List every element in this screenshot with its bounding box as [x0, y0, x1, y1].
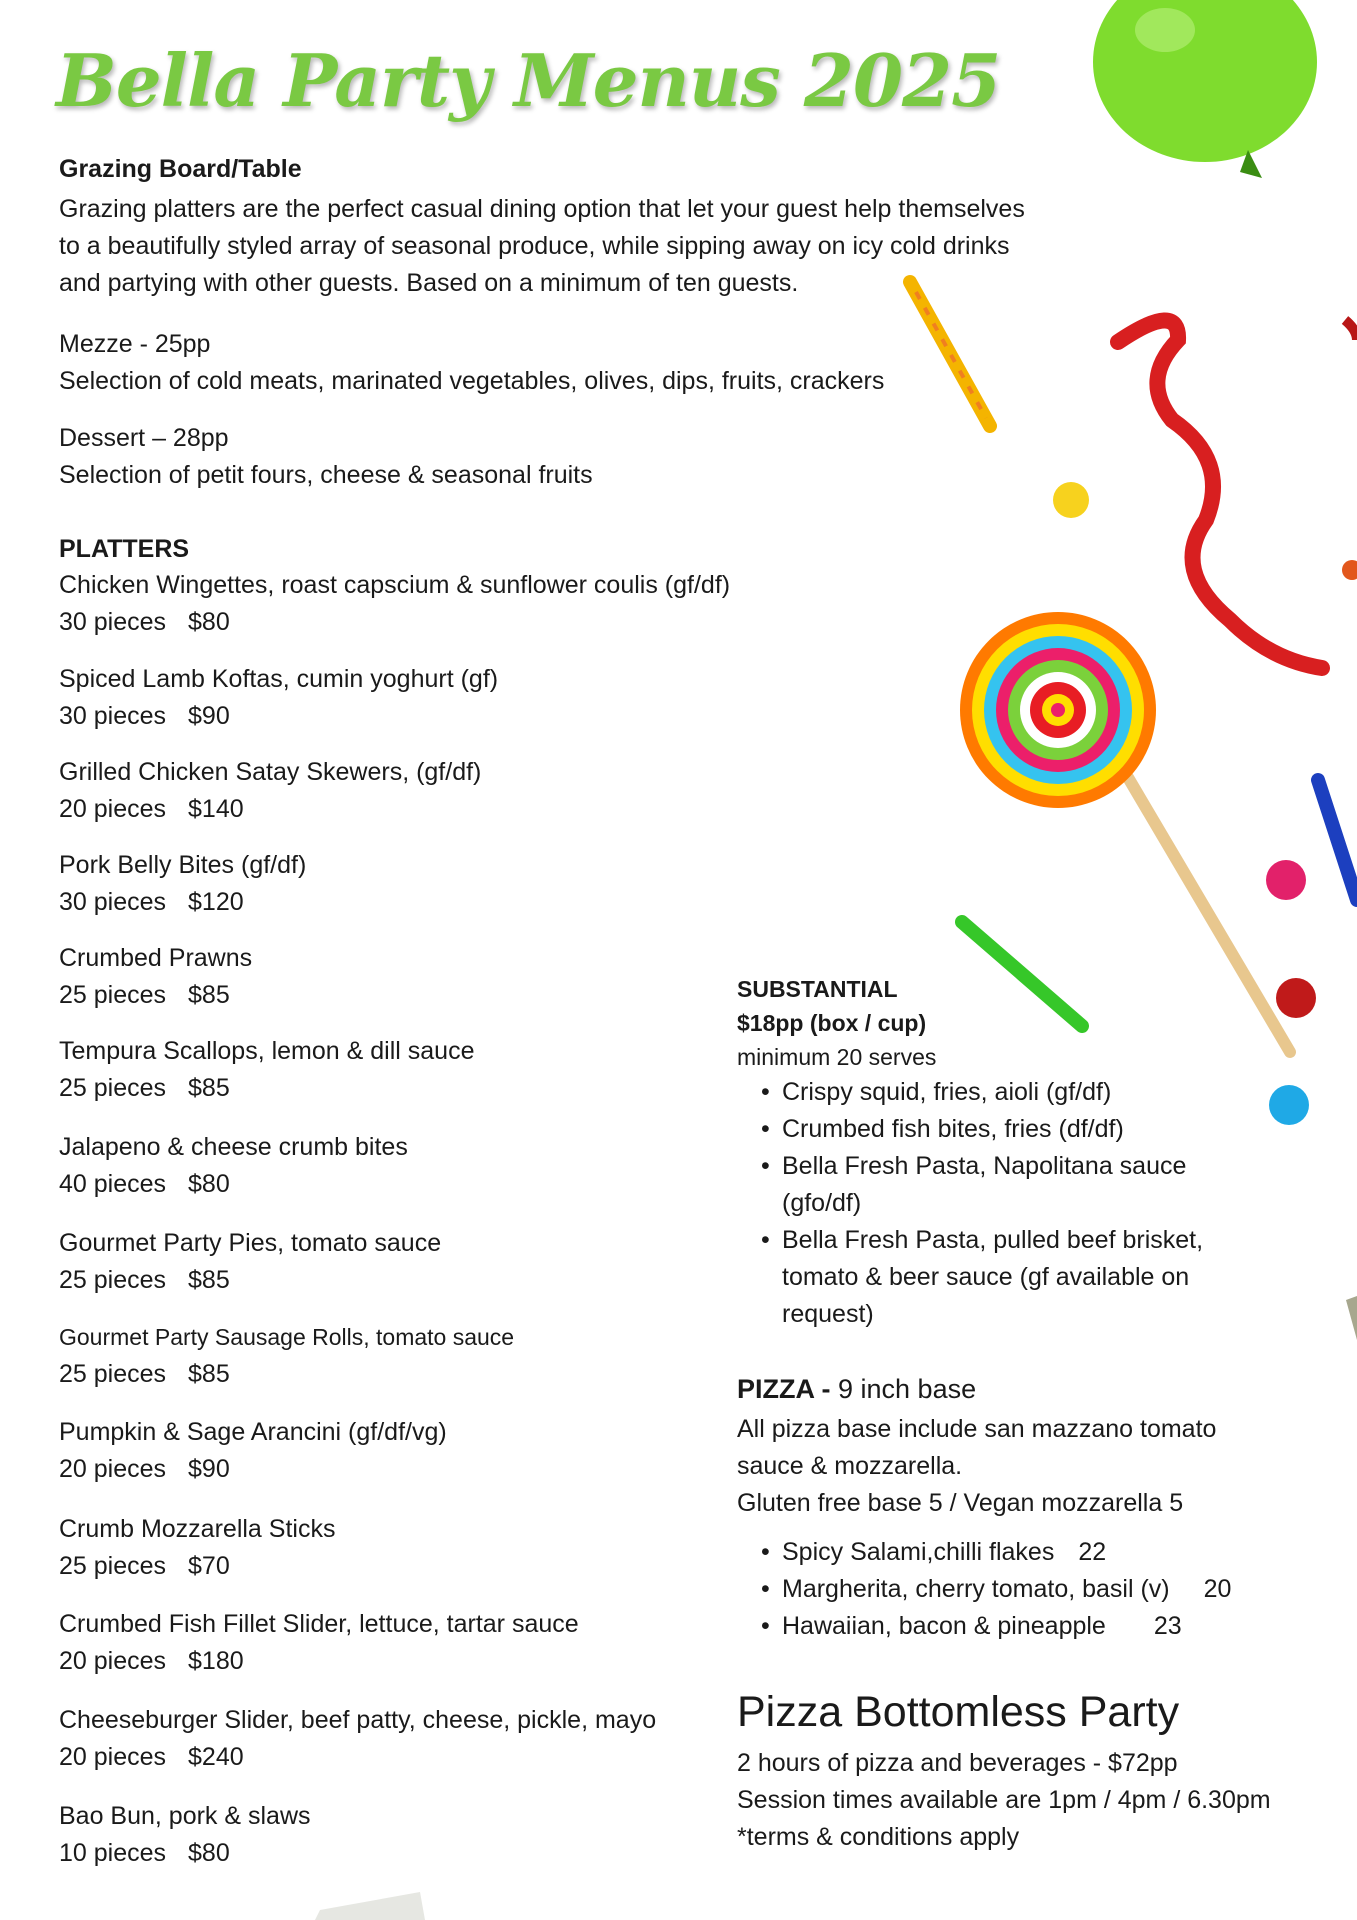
list-item: • Bella Fresh Pasta, pulled beef brisket, tomato & beer sauce (gf available on request) [737, 1222, 1252, 1333]
list-item: • Crumbed fish bites, fries (df/df) [737, 1111, 1282, 1148]
page-title: Bella Party Menus 2025 [56, 38, 1001, 123]
pizza-desc-line: sauce & mozzarella. [737, 1452, 963, 1480]
platter-price: $240 [188, 1743, 244, 1771]
platter-name: Crumb Mozzarella Sticks [59, 1515, 336, 1543]
platter-price: $90 [188, 1455, 230, 1483]
pizza-title [737, 1374, 976, 1405]
platter-qty: 25 pieces [59, 1266, 167, 1294]
platter-name: Jalapeno & cheese crumb bites [59, 1133, 408, 1161]
list-item [737, 1608, 1282, 1645]
pizza-name: Hawaiian, bacon & pineapple [782, 1612, 1106, 1640]
platter-item [59, 1319, 759, 1393]
grazing-option [59, 420, 1089, 494]
platter-price: $70 [188, 1552, 230, 1580]
list-item: • Bella Fresh Pasta, Napolitana sauce (gfo/df) [737, 1148, 1242, 1222]
ribbon-icon [1118, 320, 1322, 668]
pizza-subheading: 9 inch base [830, 1374, 977, 1404]
candle-green-icon [962, 922, 1082, 1026]
pizza-desc-line: All pizza base include san mazzano tomato [737, 1415, 1217, 1443]
lollipop-icon [960, 612, 1290, 1052]
platter-name: Pumpkin & Sage Arancini (gf/df/vg) [59, 1418, 447, 1446]
platter-name: Cheeseburger Slider, beef patty, cheese, pickle, mayo [59, 1706, 657, 1734]
platter-item [59, 1033, 759, 1107]
platter-item [59, 661, 759, 735]
platter-qty: 30 pieces [59, 608, 167, 636]
pizza-name: Margherita, cherry tomato, basil (v) [782, 1575, 1170, 1603]
platter-item [59, 1225, 759, 1299]
pizza-name: Spicy Salami,chilli flakes [782, 1538, 1055, 1566]
platter-item [59, 847, 759, 921]
substantial-heading: SUBSTANTIAL [737, 976, 898, 1002]
pizza-description [737, 1411, 1297, 1522]
platter-name: Crumbed Prawns [59, 944, 253, 972]
platter-qty: 25 pieces [59, 981, 167, 1009]
platter-name: Gourmet Party Pies, tomato sauce [59, 1229, 442, 1257]
candle-blue-icon [1318, 780, 1357, 900]
platter-item [59, 1511, 759, 1585]
platter-price: $85 [188, 981, 230, 1009]
grazing-intro-line: and partying with other guests. Based on a minimum of ten guests. [59, 269, 799, 297]
platters-heading: PLATTERS [59, 535, 190, 563]
pizza-price: 23 [1153, 1612, 1182, 1640]
platter-price: $80 [188, 1170, 230, 1198]
platter-item [59, 1129, 759, 1203]
pizza-price: 20 [1203, 1575, 1232, 1603]
pizza-list [737, 1534, 1297, 1645]
grazing-option [59, 326, 1089, 400]
platter-name: Crumbed Fish Fillet Slider, lettuce, tartar sauce [59, 1610, 579, 1638]
platter-price: $85 [188, 1360, 230, 1388]
platter-name: Pork Belly Bites (gf/df) [59, 851, 307, 879]
substantial-list [737, 1074, 1297, 1333]
pizza-heading: PIZZA - [737, 1374, 831, 1404]
platter-item [59, 1798, 759, 1872]
platter-qty: 30 pieces [59, 702, 167, 730]
platter-price: $80 [188, 608, 230, 636]
bottomless-line: Session times available are 1pm / 4pm / 6.30pm [737, 1786, 1271, 1814]
platter-price: $85 [188, 1266, 230, 1294]
platter-name: Chicken Wingettes, roast capscium & sunflower coulis (gf/df) [59, 571, 731, 599]
platter-name: Gourmet Party Sausage Rolls, tomato sauce [59, 1324, 515, 1350]
pizza-price: 22 [1078, 1538, 1107, 1566]
platter-qty: 25 pieces [59, 1074, 167, 1102]
candy-dot-red-icon [1276, 978, 1316, 1018]
grazing-option-name: Dessert – 28pp [59, 424, 229, 452]
substantial-price: $18pp (box / cup) [737, 1010, 927, 1036]
platter-qty: 20 pieces [59, 795, 167, 823]
grazing-option-name: Mezze - 25pp [59, 330, 211, 358]
platter-name: Grilled Chicken Satay Skewers, (gf/df) [59, 758, 482, 786]
platter-item [59, 567, 759, 641]
platter-qty: 25 pieces [59, 1360, 167, 1388]
platter-qty: 25 pieces [59, 1552, 167, 1580]
list-item [737, 1534, 1282, 1571]
platter-price: $140 [188, 795, 244, 823]
platter-price: $85 [188, 1074, 230, 1102]
list-item: • Crispy squid, fries, aioli (gf/df) [737, 1074, 1282, 1111]
platter-item [59, 1606, 759, 1680]
balloon-icon [1093, 0, 1317, 178]
platter-price: $90 [188, 702, 230, 730]
platter-item [59, 1702, 759, 1776]
candy-dot-pink-icon [1266, 860, 1306, 900]
list-item [737, 1571, 1282, 1608]
grazing-intro-line: to a beautifully styled array of seasonal produce, while sipping away on icy cold drinks [59, 232, 1010, 260]
platter-qty: 10 pieces [59, 1839, 167, 1867]
platter-price: $180 [188, 1647, 244, 1675]
platter-name: Spiced Lamb Koftas, cumin yoghurt (gf) [59, 665, 499, 693]
bottomless-details [737, 1745, 1337, 1856]
platter-item [59, 1414, 759, 1488]
platter-name: Tempura Scallops, lemon & dill sauce [59, 1037, 475, 1065]
bottomless-heading: Pizza Bottomless Party [737, 1688, 1180, 1736]
platter-qty: 20 pieces [59, 1647, 167, 1675]
platter-price: $120 [188, 888, 244, 916]
platter-item [59, 940, 759, 1014]
bottomless-line: 2 hours of pizza and beverages - $72pp [737, 1749, 1178, 1777]
platter-qty: 20 pieces [59, 1743, 167, 1771]
bottomless-line: *terms & conditions apply [737, 1823, 1020, 1851]
platter-item [59, 754, 759, 828]
grazing-option-desc: Selection of petit fours, cheese & seasonal fruits [59, 461, 593, 489]
platter-price: $80 [188, 1839, 230, 1867]
platter-name: Bao Bun, pork & slaws [59, 1802, 311, 1830]
grazing-intro [59, 191, 1089, 302]
grazing-option-desc: Selection of cold meats, marinated vegetables, olives, dips, fruits, crackers [59, 367, 885, 395]
platter-qty: 40 pieces [59, 1170, 167, 1198]
platter-qty: 20 pieces [59, 1455, 167, 1483]
platter-qty: 30 pieces [59, 888, 167, 916]
pizza-desc-line: Gluten free base 5 / Vegan mozzarella 5 [737, 1489, 1184, 1517]
substantial-minimum: minimum 20 serves [737, 1044, 937, 1070]
grazing-intro-line: Grazing platters are the perfect casual dining option that let your guest help themselves [59, 195, 1025, 223]
grazing-heading: Grazing Board/Table [59, 155, 302, 183]
